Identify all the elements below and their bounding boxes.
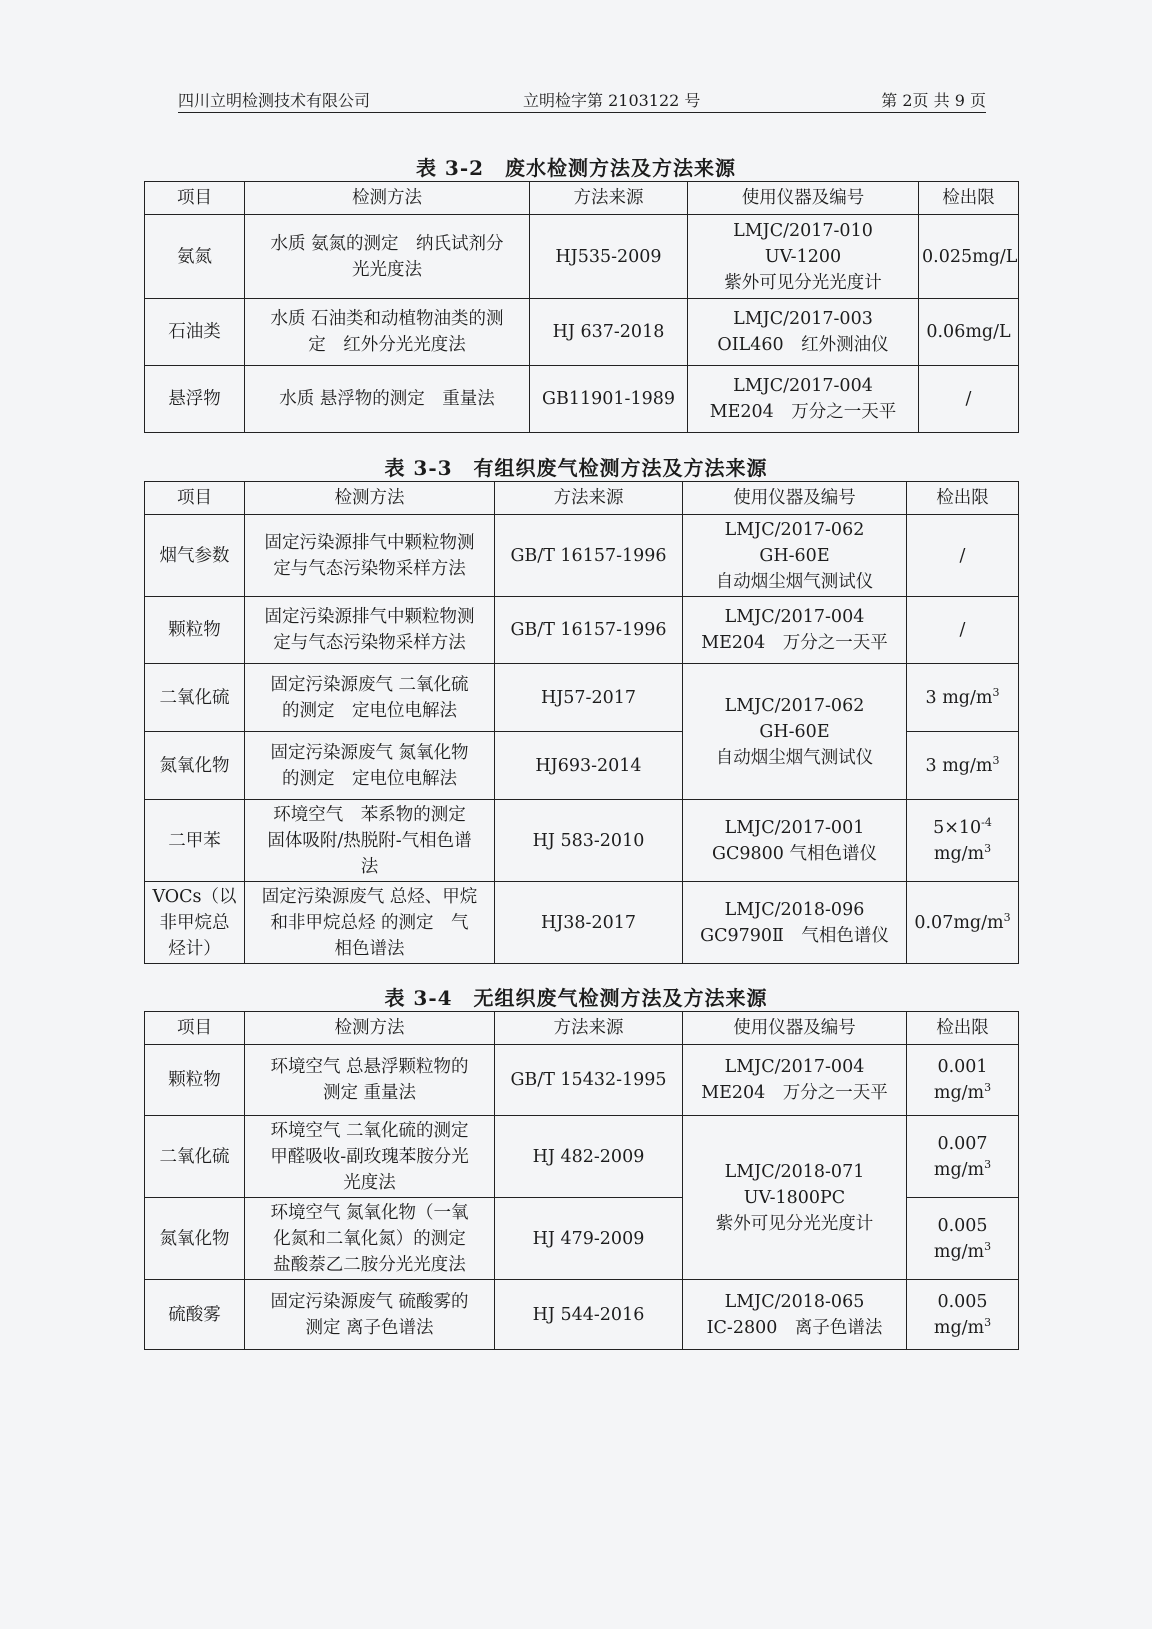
report-number: 立明检字第 2103122 号: [523, 91, 701, 110]
source-cell: HJ693-2014: [495, 732, 683, 800]
item-cell: 氮氧化物: [145, 1198, 245, 1280]
instrument-cell: LMJC/2017-003 OIL460 红外测油仪: [688, 299, 919, 366]
method-cell: 环境空气 氮氧化物（一氧 化氮和二氧化氮）的测定 盐酸萘乙二胺分光光度法: [245, 1198, 495, 1280]
source-cell: HJ57-2017: [495, 664, 683, 732]
item-cell: 颗粒物: [145, 597, 245, 664]
item-cell: VOCs（以 非甲烷总 烃计）: [145, 882, 245, 964]
col-header: 检测方法: [245, 182, 530, 215]
method-cell: 水质 氨氮的测定 纳氏试剂分 光光度法: [245, 215, 530, 299]
item-cell: 颗粒物: [145, 1045, 245, 1116]
method-cell: 环境空气 苯系物的测定 固体吸附/热脱附-气相色谱 法: [245, 800, 495, 882]
table-row: [145, 515, 1019, 597]
instrument-cell: LMJC/2017-010 UV-1200 紫外可见分光光度计: [688, 215, 919, 299]
source-cell: HJ 482-2009: [495, 1116, 683, 1198]
col-header: 检测方法: [245, 1012, 495, 1045]
limit-cell: 0.001 $mg/m^3$: [907, 1045, 1019, 1116]
table-3-4-title: 表 3-4 无组织废气检测方法及方法来源: [384, 986, 768, 1010]
table-row: [145, 664, 1019, 732]
source-cell: HJ 637-2018: [530, 299, 688, 366]
table-row: [145, 1045, 1019, 1116]
col-header: 检出限: [907, 1012, 1019, 1045]
col-header: 项目: [145, 182, 245, 215]
method-cell: 固定污染源废气 氮氧化物 的测定 定电位电解法: [245, 732, 495, 800]
source-cell: HJ 583-2010: [495, 800, 683, 882]
instrument-cell: LMJC/2017-004 ME204 万分之一天平: [683, 597, 907, 664]
table-row: [145, 597, 1019, 664]
item-cell: 硫酸雾: [145, 1280, 245, 1350]
col-header: 方法来源: [495, 1012, 683, 1045]
method-cell: 水质 石油类和动植物油类的测 定 红外分光光度法: [245, 299, 530, 366]
limit-cell: 0.005 $mg/m^3$: [907, 1198, 1019, 1280]
limit-cell: 0.025mg/L: [919, 215, 1019, 299]
col-header: 检测方法: [245, 482, 495, 515]
method-cell: 固定污染源排气中颗粒物测 定与气态污染物采样方法: [245, 515, 495, 597]
table-3-2-title: 表 3-2 废水检测方法及方法来源: [415, 156, 737, 180]
col-header: 使用仪器及编号: [683, 482, 907, 515]
method-cell: 固定污染源排气中颗粒物测 定与气态污染物采样方法: [245, 597, 495, 664]
instrument-cell: LMJC/2017-004 ME204 万分之一天平: [688, 366, 919, 433]
source-cell: HJ535-2009: [530, 215, 688, 299]
table-3-3: [144, 481, 1019, 964]
col-header: 方法来源: [495, 482, 683, 515]
instrument-cell: LMJC/2018-065 IC-2800 离子色谱法: [683, 1280, 907, 1350]
item-cell: 氮氧化物: [145, 732, 245, 800]
limit-cell: 0.007 $mg/m^3$: [907, 1116, 1019, 1198]
source-cell: GB/T 16157-1996: [495, 515, 683, 597]
col-header: 检出限: [907, 482, 1019, 515]
col-header: 检出限: [919, 182, 1019, 215]
page-number: 第 2页 共 9 页: [881, 91, 986, 110]
source-cell: GB11901-1989: [530, 366, 688, 433]
limit-cell: /: [907, 597, 1019, 664]
instrument-cell: LMJC/2018-096 GC9790Ⅱ 气相色谱仪: [683, 882, 907, 964]
col-header: 项目: [145, 1012, 245, 1045]
table-3-3-title: 表 3-3 有组织废气检测方法及方法来源: [384, 456, 768, 480]
source-cell: GB/T 16157-1996: [495, 597, 683, 664]
table-row: [145, 299, 1019, 366]
item-cell: 悬浮物: [145, 366, 245, 433]
col-header: 项目: [145, 482, 245, 515]
table-row: [145, 215, 1019, 299]
col-header: 方法来源: [530, 182, 688, 215]
limit-cell: /: [907, 515, 1019, 597]
limit-cell: 3 $mg/m^3$: [907, 664, 1019, 732]
table-3-4: [144, 1011, 1019, 1350]
item-cell: 石油类: [145, 299, 245, 366]
table-header-row: [145, 482, 1019, 515]
col-header: 使用仪器及编号: [683, 1012, 907, 1045]
source-cell: HJ 544-2016: [495, 1280, 683, 1350]
limit-cell: $5\times 10^{-4}$ $mg/m^3$: [907, 800, 1019, 882]
item-cell: 二氧化硫: [145, 664, 245, 732]
page-header: [178, 86, 986, 113]
table-row: [145, 1116, 1019, 1198]
instrument-cell: LMJC/2017-004 ME204 万分之一天平: [683, 1045, 907, 1116]
source-cell: GB/T 15432-1995: [495, 1045, 683, 1116]
col-header: 使用仪器及编号: [688, 182, 919, 215]
company-name: 四川立明检测技术有限公司: [178, 91, 371, 110]
source-cell: HJ38-2017: [495, 882, 683, 964]
table-row: [145, 882, 1019, 964]
limit-cell: $0.07mg/m^3$: [907, 882, 1019, 964]
method-cell: 环境空气 二氧化硫的测定 甲醛吸收-副玫瑰苯胺分光 光度法: [245, 1116, 495, 1198]
limit-cell: 0.005 $mg/m^3$: [907, 1280, 1019, 1350]
table-header-row: [145, 1012, 1019, 1045]
shared-instrument-cell: LMJC/2018-071 UV-1800PC 紫外可见分光光度计: [683, 1116, 907, 1280]
source-cell: HJ 479-2009: [495, 1198, 683, 1280]
item-cell: 二氧化硫: [145, 1116, 245, 1198]
table-3-2: [144, 181, 1019, 433]
table-row: [145, 366, 1019, 433]
method-cell: 水质 悬浮物的测定 重量法: [245, 366, 530, 433]
table-row: [145, 800, 1019, 882]
table-header-row: [145, 182, 1019, 215]
item-cell: 烟气参数: [145, 515, 245, 597]
instrument-cell: LMJC/2017-001 GC9800 气相色谱仪: [683, 800, 907, 882]
item-cell: 二甲苯: [145, 800, 245, 882]
method-cell: 环境空气 总悬浮颗粒物的 测定 重量法: [245, 1045, 495, 1116]
table-row: [145, 1280, 1019, 1350]
shared-instrument-cell: LMJC/2017-062 GH-60E 自动烟尘烟气测试仪: [683, 664, 907, 800]
instrument-cell: LMJC/2017-062 GH-60E 自动烟尘烟气测试仪: [683, 515, 907, 597]
limit-cell: 3 $mg/m^3$: [907, 732, 1019, 800]
method-cell: 固定污染源废气 硫酸雾的 测定 离子色谱法: [245, 1280, 495, 1350]
limit-cell: 0.06mg/L: [919, 299, 1019, 366]
method-cell: 固定污染源废气 总烃、甲烷 和非甲烷总烃 的测定 气 相色谱法: [245, 882, 495, 964]
limit-cell: /: [919, 366, 1019, 433]
method-cell: 固定污染源废气 二氧化硫 的测定 定电位电解法: [245, 664, 495, 732]
item-cell: 氨氮: [145, 215, 245, 299]
